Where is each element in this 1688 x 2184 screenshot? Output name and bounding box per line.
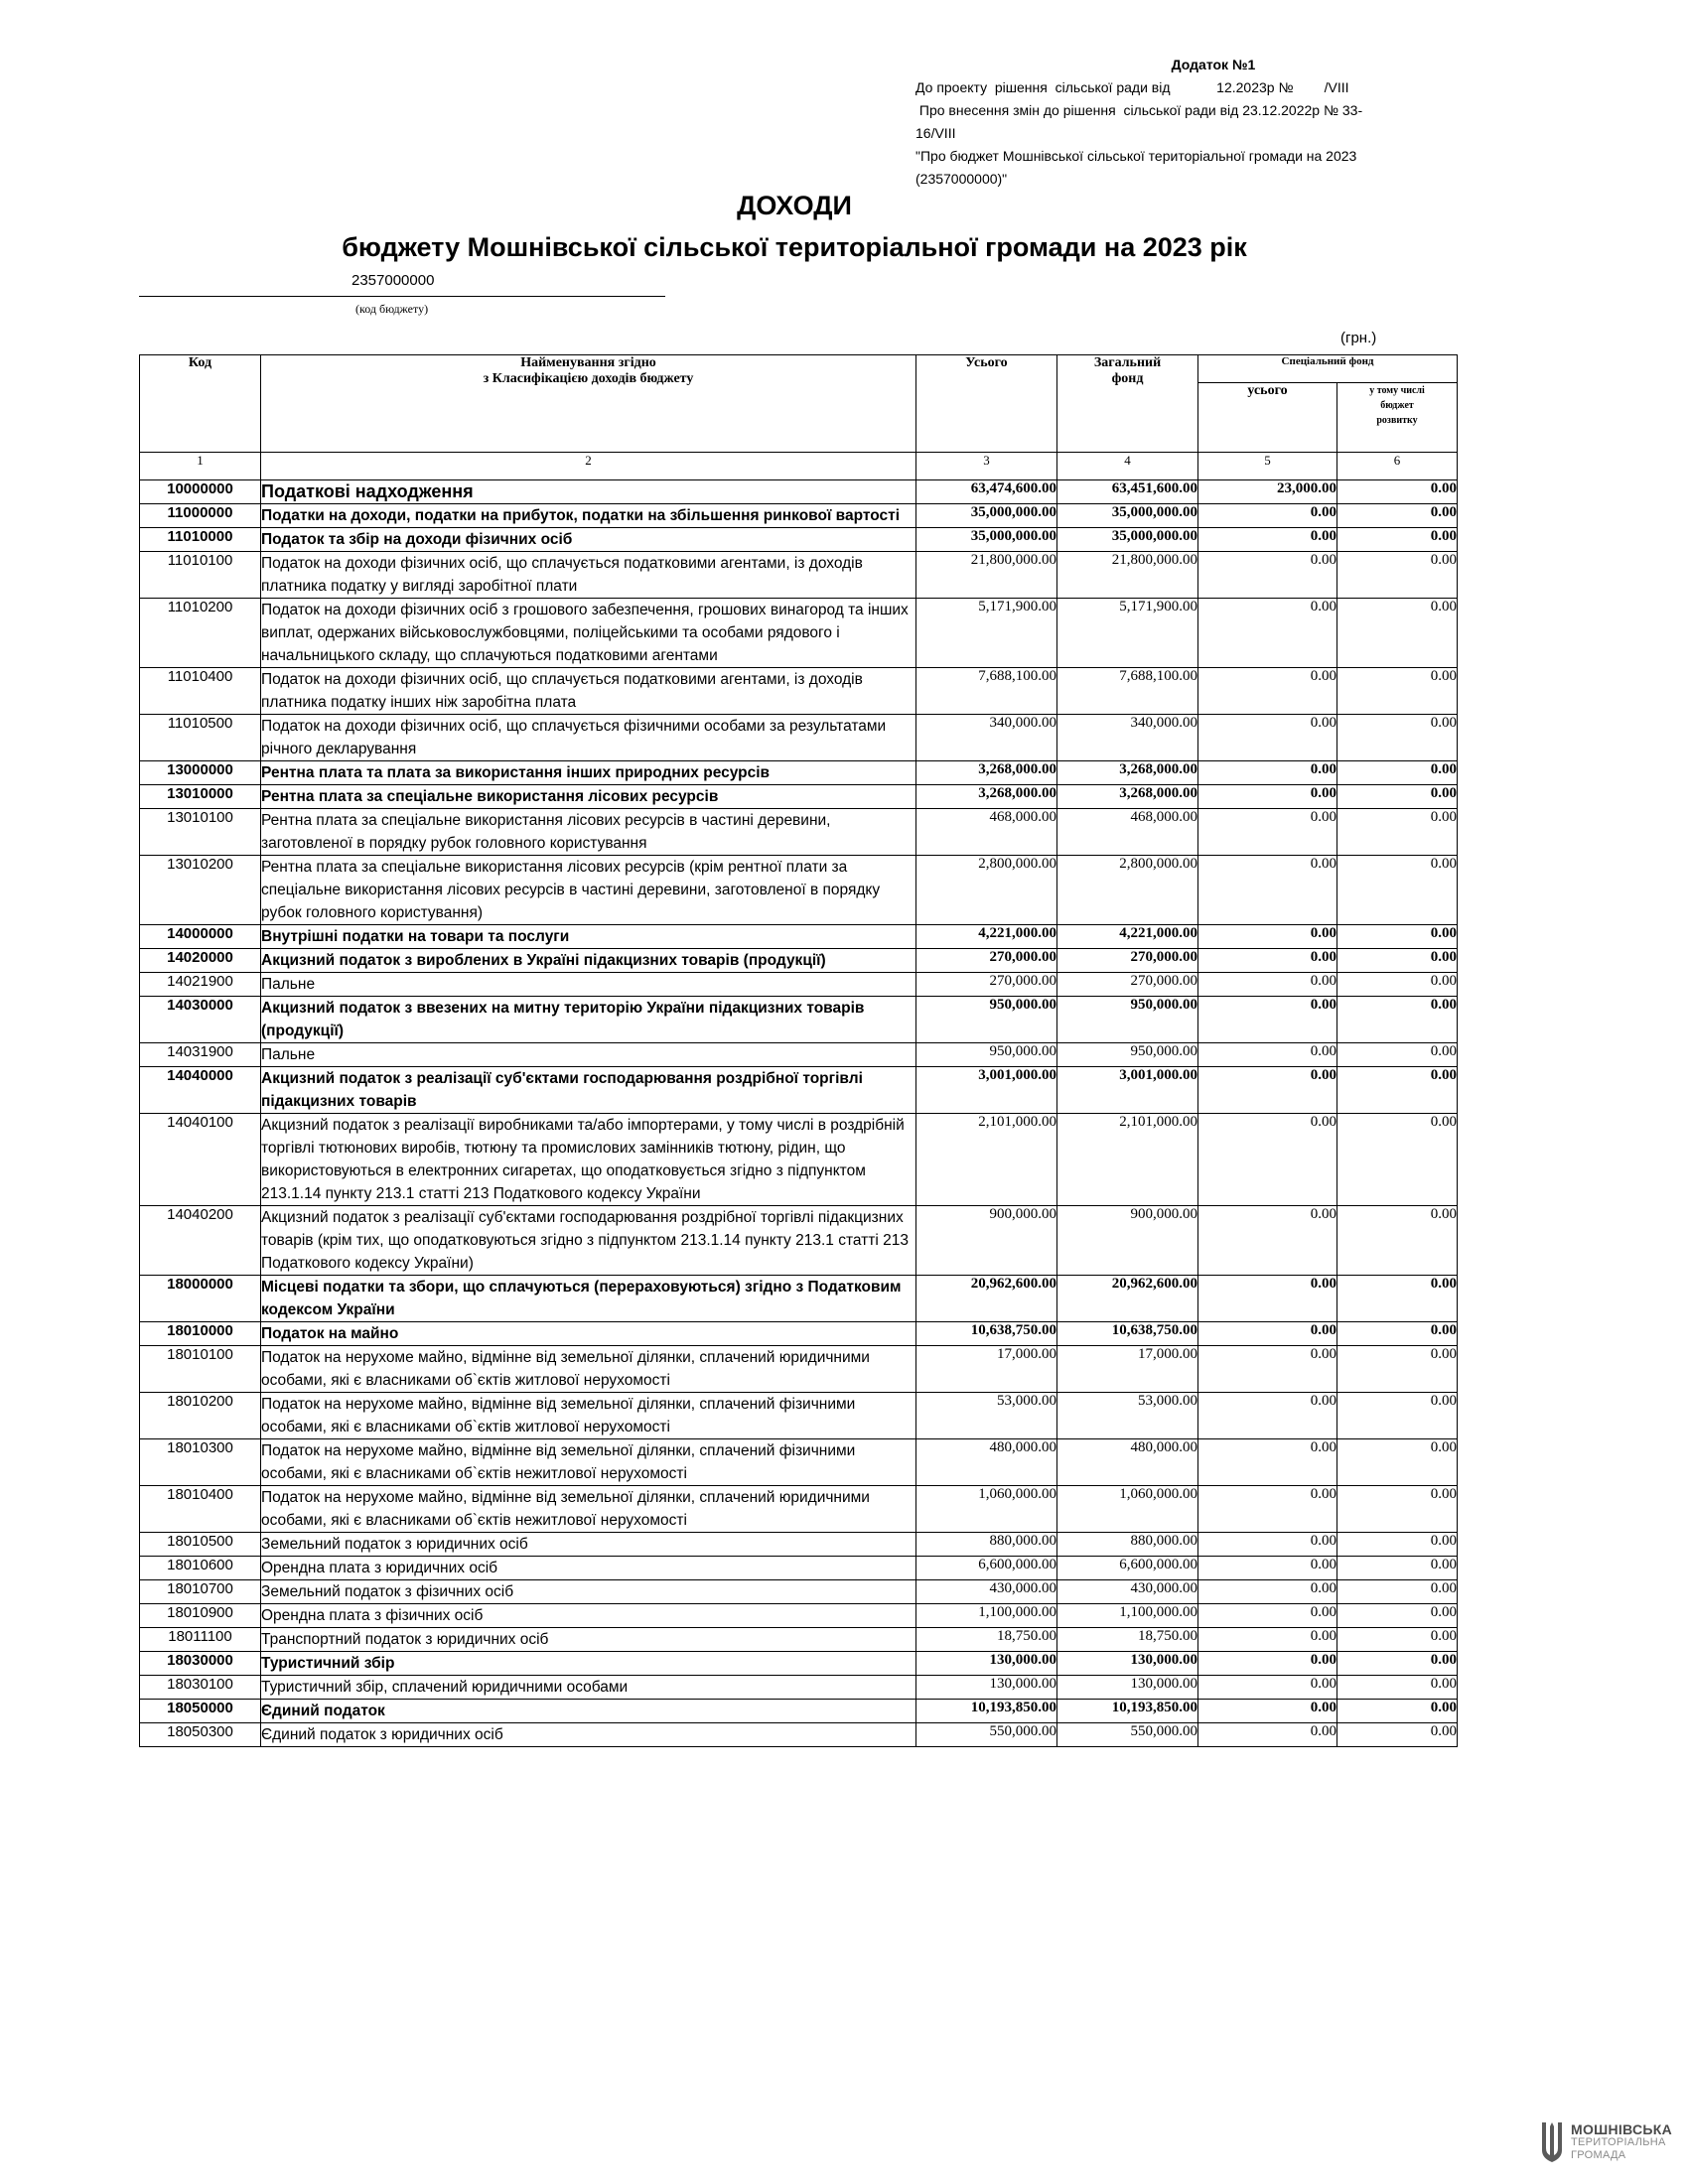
row-code: 18010000	[140, 1322, 261, 1346]
row-general-fund: 10,193,850.00	[1057, 1700, 1198, 1723]
row-special-fund: 0.00	[1198, 856, 1337, 925]
row-special-fund: 0.00	[1198, 1276, 1337, 1322]
budget-code-caption: (код бюджету)	[355, 302, 429, 316]
row-code: 11000000	[140, 504, 261, 528]
table-row	[140, 528, 1458, 552]
table-row	[140, 1652, 1458, 1676]
row-general-fund: 2,101,000.00	[1057, 1114, 1198, 1206]
row-total: 270,000.00	[916, 973, 1057, 997]
row-code: 14040200	[140, 1206, 261, 1276]
row-special-fund: 0.00	[1198, 1723, 1337, 1747]
table-row	[140, 1628, 1458, 1652]
row-total: 10,193,850.00	[916, 1700, 1057, 1723]
row-name: Орендна плата з фізичних осіб	[261, 1604, 916, 1628]
row-special-fund: 0.00	[1198, 1393, 1337, 1439]
table-row	[140, 997, 1458, 1043]
logo-text-sub: ТЕРИТОРІАЛЬНА	[1571, 2135, 1666, 2148]
row-total: 4,221,000.00	[916, 925, 1057, 949]
row-total: 18,750.00	[916, 1628, 1057, 1652]
row-code: 18010900	[140, 1604, 261, 1628]
table-row	[140, 1322, 1458, 1346]
row-general-fund: 53,000.00	[1057, 1393, 1198, 1439]
row-special-fund: 0.00	[1198, 761, 1337, 785]
row-name: Податок на майно	[261, 1322, 916, 1346]
row-development-budget: 0.00	[1337, 1206, 1458, 1276]
row-development-budget: 0.00	[1337, 949, 1458, 973]
row-development-budget: 0.00	[1337, 504, 1458, 528]
row-special-fund: 0.00	[1198, 1114, 1337, 1206]
row-development-budget: 0.00	[1337, 668, 1458, 715]
row-general-fund: 130,000.00	[1057, 1676, 1198, 1700]
row-development-budget: 0.00	[1337, 1604, 1458, 1628]
row-name: Туристичний збір, сплачений юридичними особами	[261, 1676, 916, 1700]
row-total: 5,171,900.00	[916, 599, 1057, 668]
row-development-budget: 0.00	[1337, 599, 1458, 668]
row-development-budget: 0.00	[1337, 1114, 1458, 1206]
row-total: 550,000.00	[916, 1723, 1057, 1747]
row-special-fund: 0.00	[1198, 1533, 1337, 1557]
row-code: 11010000	[140, 528, 261, 552]
row-total: 21,800,000.00	[916, 552, 1057, 599]
row-code: 11010200	[140, 599, 261, 668]
table-row	[140, 504, 1458, 528]
row-special-fund: 23,000.00	[1198, 480, 1337, 504]
row-code: 18010400	[140, 1486, 261, 1533]
row-general-fund: 900,000.00	[1057, 1206, 1198, 1276]
row-total: 880,000.00	[916, 1533, 1057, 1557]
row-general-fund: 430,000.00	[1057, 1580, 1198, 1604]
row-code: 18010300	[140, 1439, 261, 1486]
row-code: 10000000	[140, 480, 261, 504]
row-name: Рентна плата та плата за використання інших природних ресурсів	[261, 761, 916, 785]
row-name: Земельний податок з юридичних осіб	[261, 1533, 916, 1557]
annex-line: (2357000000)"	[915, 171, 1008, 187]
row-name: Рентна плата за спеціальне використання лісових ресурсів	[261, 785, 916, 809]
row-total: 7,688,100.00	[916, 668, 1057, 715]
header-name-line2: з Класифікацією доходів бюджету	[483, 371, 694, 386]
table-row	[140, 925, 1458, 949]
logo-text-main: МОШНІВСЬКА	[1571, 2120, 1673, 2137]
row-code: 13010000	[140, 785, 261, 809]
budget-code-underline	[139, 296, 665, 297]
table-row	[140, 809, 1458, 856]
row-general-fund: 880,000.00	[1057, 1533, 1198, 1557]
header-dev-line2: бюджет	[1380, 400, 1414, 411]
table-row	[140, 599, 1458, 668]
row-general-fund: 3,001,000.00	[1057, 1067, 1198, 1114]
table-row	[140, 949, 1458, 973]
row-special-fund: 0.00	[1198, 1676, 1337, 1700]
row-general-fund: 63,451,600.00	[1057, 480, 1198, 504]
currency-label: (грн.)	[1340, 330, 1377, 346]
row-name: Акцизний податок з ввезених на митну територію України підакцизних товарів (продукції)	[261, 997, 916, 1043]
row-code: 18010100	[140, 1346, 261, 1393]
row-name: Місцеві податки та збори, що сплачуються (перераховуються) згідно з Податковим кодексом України	[261, 1276, 916, 1322]
row-total: 63,474,600.00	[916, 480, 1057, 504]
row-total: 130,000.00	[916, 1652, 1057, 1676]
table-row	[140, 1393, 1458, 1439]
header-dev-line3: розвитку	[1376, 415, 1418, 426]
row-code: 14000000	[140, 925, 261, 949]
row-name: Рентна плата за спеціальне використання лісових ресурсів (крім рентної плати за спеціальне використання лісових ресурсів в частині деревини, заготовленої в порядку рубок головного користування)	[261, 856, 916, 925]
header-general-line1: Загальний	[1093, 355, 1162, 370]
row-special-fund: 0.00	[1198, 599, 1337, 668]
table-row	[140, 1580, 1458, 1604]
row-total: 20,962,600.00	[916, 1276, 1057, 1322]
row-development-budget: 0.00	[1337, 1439, 1458, 1486]
row-total: 1,060,000.00	[916, 1486, 1057, 1533]
row-total: 130,000.00	[916, 1676, 1057, 1700]
row-development-budget: 0.00	[1337, 1067, 1458, 1114]
row-name: Акцизний податок з реалізації суб'єктами господарювання роздрібної торгівлі підакцизних товарів (крім тих, що оподатковуються згідно з підпунктом 213.1.14 пункту 213.1 статті 213 Податкового кодексу України)	[261, 1206, 916, 1276]
row-total: 950,000.00	[916, 997, 1057, 1043]
row-development-budget: 0.00	[1337, 1676, 1458, 1700]
header-dev-line1: у тому числі	[1369, 385, 1425, 396]
table-row	[140, 552, 1458, 599]
header-general-fund	[1057, 355, 1198, 453]
row-name: Акцизний податок з реалізації суб'єктами господарювання роздрібної торгівлі підакцизних товарів	[261, 1067, 916, 1114]
row-total: 17,000.00	[916, 1346, 1057, 1393]
row-development-budget: 0.00	[1337, 528, 1458, 552]
row-code: 14031900	[140, 1043, 261, 1067]
row-name: Податок на нерухоме майно, відмінне від земельної ділянки, сплачений юридичними особами, які є власниками об`єктів житлової нерухомості	[261, 1346, 916, 1393]
row-general-fund: 17,000.00	[1057, 1346, 1198, 1393]
row-code: 14021900	[140, 973, 261, 997]
row-total: 3,268,000.00	[916, 761, 1057, 785]
row-special-fund: 0.00	[1198, 552, 1337, 599]
row-special-fund: 0.00	[1198, 1604, 1337, 1628]
table-row	[140, 1700, 1458, 1723]
header-general-line2: фонд	[1111, 371, 1144, 386]
row-development-budget: 0.00	[1337, 1533, 1458, 1557]
row-total: 480,000.00	[916, 1439, 1057, 1486]
row-general-fund: 20,962,600.00	[1057, 1276, 1198, 1322]
row-code: 18030100	[140, 1676, 261, 1700]
row-general-fund: 3,268,000.00	[1057, 785, 1198, 809]
row-special-fund: 0.00	[1198, 1067, 1337, 1114]
row-total: 340,000.00	[916, 715, 1057, 761]
row-name: Орендна плата з юридичних осіб	[261, 1557, 916, 1580]
row-special-fund: 0.00	[1198, 925, 1337, 949]
row-general-fund: 4,221,000.00	[1057, 925, 1198, 949]
row-development-budget: 0.00	[1337, 1580, 1458, 1604]
row-name: Податок та збір на доходи фізичних осіб	[261, 528, 916, 552]
annex-line: "Про бюджет Мошнівської сільської територіальної громади на 2023	[915, 148, 1357, 164]
row-special-fund: 0.00	[1198, 1322, 1337, 1346]
row-total: 468,000.00	[916, 809, 1057, 856]
row-name: Пальне	[261, 973, 916, 997]
row-special-fund: 0.00	[1198, 504, 1337, 528]
row-name: Пальне	[261, 1043, 916, 1067]
row-special-fund: 0.00	[1198, 809, 1337, 856]
row-code: 11010400	[140, 668, 261, 715]
row-development-budget: 0.00	[1337, 1276, 1458, 1322]
community-logo	[1539, 2120, 1672, 2164]
table-row	[140, 1676, 1458, 1700]
row-name: Транспортний податок з юридичних осіб	[261, 1628, 916, 1652]
row-special-fund: 0.00	[1198, 1206, 1337, 1276]
row-development-budget: 0.00	[1337, 856, 1458, 925]
row-code: 18010700	[140, 1580, 261, 1604]
row-general-fund: 5,171,900.00	[1057, 599, 1198, 668]
column-number: 1	[140, 453, 261, 480]
row-general-fund: 3,268,000.00	[1057, 761, 1198, 785]
row-special-fund: 0.00	[1198, 1652, 1337, 1676]
row-name: Внутрішні податки на товари та послуги	[261, 925, 916, 949]
row-general-fund: 130,000.00	[1057, 1652, 1198, 1676]
row-total: 10,638,750.00	[916, 1322, 1057, 1346]
table-row	[140, 761, 1458, 785]
annex-title: Додаток №1	[1171, 57, 1256, 72]
row-name: Акцизний податок з реалізації виробниками та/або імпортерами, у тому числі в роздрібній торгівлі тютюнових виробів, тютюну та промислових замінників тютюну, рідин, що використовуються в електронних сигаретах, що оподатковується згідно з підпунктом 213.1.14 пункту 213.1 статті 213 Податкового кодексу України	[261, 1114, 916, 1206]
row-general-fund: 950,000.00	[1057, 1043, 1198, 1067]
header-code: Код	[140, 355, 261, 453]
row-general-fund: 2,800,000.00	[1057, 856, 1198, 925]
column-number: 3	[916, 453, 1057, 480]
row-total: 2,800,000.00	[916, 856, 1057, 925]
column-number: 6	[1337, 453, 1458, 480]
row-development-budget: 0.00	[1337, 1723, 1458, 1747]
column-number: 5	[1198, 453, 1337, 480]
header-total: Усього	[916, 355, 1057, 453]
table-row	[140, 1723, 1458, 1747]
table-row	[140, 973, 1458, 997]
table-row	[140, 1486, 1458, 1533]
row-code: 13000000	[140, 761, 261, 785]
row-code: 14020000	[140, 949, 261, 973]
row-total: 3,268,000.00	[916, 785, 1057, 809]
row-name: Податок на нерухоме майно, відмінне від земельної ділянки, сплачений фізичними особами, які є власниками об`єктів житлової нерухомості	[261, 1393, 916, 1439]
table-row	[140, 1114, 1458, 1206]
row-total: 430,000.00	[916, 1580, 1057, 1604]
row-general-fund: 270,000.00	[1057, 949, 1198, 973]
row-code: 18010500	[140, 1533, 261, 1557]
table-row	[140, 1067, 1458, 1114]
row-general-fund: 270,000.00	[1057, 973, 1198, 997]
header-special-total: усього	[1198, 383, 1337, 453]
column-number: 4	[1057, 453, 1198, 480]
row-development-budget: 0.00	[1337, 1557, 1458, 1580]
document-title: ДОХОДИ	[737, 191, 852, 220]
row-code: 11010500	[140, 715, 261, 761]
row-special-fund: 0.00	[1198, 1580, 1337, 1604]
row-name: Єдиний податок з юридичних осіб	[261, 1723, 916, 1747]
row-code: 14040100	[140, 1114, 261, 1206]
row-code: 18010600	[140, 1557, 261, 1580]
table-row	[140, 1346, 1458, 1393]
table-row	[140, 1206, 1458, 1276]
row-general-fund: 1,060,000.00	[1057, 1486, 1198, 1533]
row-special-fund: 0.00	[1198, 528, 1337, 552]
row-general-fund: 1,100,000.00	[1057, 1604, 1198, 1628]
row-development-budget: 0.00	[1337, 761, 1458, 785]
row-special-fund: 0.00	[1198, 949, 1337, 973]
row-total: 900,000.00	[916, 1206, 1057, 1276]
table-row	[140, 1439, 1458, 1486]
row-name: Туристичний збір	[261, 1652, 916, 1676]
row-total: 6,600,000.00	[916, 1557, 1057, 1580]
row-general-fund: 950,000.00	[1057, 997, 1198, 1043]
row-development-budget: 0.00	[1337, 785, 1458, 809]
row-development-budget: 0.00	[1337, 973, 1458, 997]
row-special-fund: 0.00	[1198, 785, 1337, 809]
row-development-budget: 0.00	[1337, 1700, 1458, 1723]
table-row	[140, 1604, 1458, 1628]
row-name: Податок на нерухоме майно, відмінне від земельної ділянки, сплачений юридичними особами, які є власниками об`єктів нежитлової нерухомості	[261, 1486, 916, 1533]
annex-block	[915, 54, 1452, 191]
table-row	[140, 856, 1458, 925]
row-special-fund: 0.00	[1198, 1043, 1337, 1067]
table-row	[140, 1533, 1458, 1557]
row-name: Податок на доходи фізичних осіб з грошового забезпечення, грошових винагород та інших виплат, одержаних військовослужбовцями, поліцейськими та особами рядового і начальницького складу, що сплачуються податковими агентами	[261, 599, 916, 668]
annex-line: Про внесення змін до рішення сільської ради від 23.12.2022р № 33-	[915, 102, 1363, 118]
row-code: 11010100	[140, 552, 261, 599]
row-special-fund: 0.00	[1198, 1346, 1337, 1393]
row-development-budget: 0.00	[1337, 809, 1458, 856]
row-name: Земельний податок з фізичних осіб	[261, 1580, 916, 1604]
budget-code: 2357000000	[352, 272, 435, 289]
row-name: Єдиний податок	[261, 1700, 916, 1723]
logo-text-sub: ГРОМАДА	[1571, 2148, 1626, 2161]
row-code: 18010200	[140, 1393, 261, 1439]
table-row	[140, 715, 1458, 761]
row-special-fund: 0.00	[1198, 1557, 1337, 1580]
row-development-budget: 0.00	[1337, 1628, 1458, 1652]
row-total: 1,100,000.00	[916, 1604, 1057, 1628]
row-special-fund: 0.00	[1198, 1628, 1337, 1652]
row-development-budget: 0.00	[1337, 997, 1458, 1043]
table-row	[140, 1043, 1458, 1067]
row-code: 18011100	[140, 1628, 261, 1652]
row-development-budget: 0.00	[1337, 1393, 1458, 1439]
annex-line: 16/VIII	[915, 125, 956, 141]
row-name: Податкові надходження	[261, 480, 916, 504]
row-general-fund: 480,000.00	[1057, 1439, 1198, 1486]
table-row	[140, 668, 1458, 715]
row-general-fund: 35,000,000.00	[1057, 504, 1198, 528]
row-code: 18050000	[140, 1700, 261, 1723]
trident-icon	[1539, 2120, 1565, 2164]
row-total: 270,000.00	[916, 949, 1057, 973]
row-development-budget: 0.00	[1337, 480, 1458, 504]
row-total: 53,000.00	[916, 1393, 1057, 1439]
row-general-fund: 550,000.00	[1057, 1723, 1198, 1747]
row-special-fund: 0.00	[1198, 715, 1337, 761]
row-code: 14040000	[140, 1067, 261, 1114]
revenue-table	[139, 354, 1458, 1747]
row-name: Податки на доходи, податки на прибуток, податки на збільшення ринкової вартості	[261, 504, 916, 528]
row-development-budget: 0.00	[1337, 552, 1458, 599]
row-name: Акцизний податок з вироблених в Україні підакцизних товарів (продукції)	[261, 949, 916, 973]
row-total: 35,000,000.00	[916, 504, 1057, 528]
document-subtitle: бюджету Мошнівської сільської територіальної громади на 2023 рік	[342, 232, 1247, 262]
row-general-fund: 18,750.00	[1057, 1628, 1198, 1652]
row-code: 13010100	[140, 809, 261, 856]
row-code: 18050300	[140, 1723, 261, 1747]
row-development-budget: 0.00	[1337, 1043, 1458, 1067]
row-code: 14030000	[140, 997, 261, 1043]
row-development-budget: 0.00	[1337, 1486, 1458, 1533]
row-name: Податок на доходи фізичних осіб, що сплачується податковими агентами, із доходів платника податку інших ніж заробітна плата	[261, 668, 916, 715]
row-code: 18030000	[140, 1652, 261, 1676]
header-development-budget	[1337, 383, 1458, 453]
row-name: Податок на нерухоме майно, відмінне від земельної ділянки, сплачений фізичними особами, які є власниками об`єктів нежитлової нерухомості	[261, 1439, 916, 1486]
header-name	[261, 355, 916, 453]
row-name: Податок на доходи фізичних осіб, що сплачується податковими агентами, із доходів платника податку у вигляді заробітної плати	[261, 552, 916, 599]
row-name: Рентна плата за спеціальне використання лісових ресурсів в частині деревини, заготовленої в порядку рубок головного користування	[261, 809, 916, 856]
row-general-fund: 10,638,750.00	[1057, 1322, 1198, 1346]
row-general-fund: 7,688,100.00	[1057, 668, 1198, 715]
row-development-budget: 0.00	[1337, 1652, 1458, 1676]
row-general-fund: 340,000.00	[1057, 715, 1198, 761]
row-general-fund: 6,600,000.00	[1057, 1557, 1198, 1580]
row-total: 2,101,000.00	[916, 1114, 1057, 1206]
row-total: 35,000,000.00	[916, 528, 1057, 552]
table-row	[140, 1276, 1458, 1322]
row-development-budget: 0.00	[1337, 1346, 1458, 1393]
row-development-budget: 0.00	[1337, 1322, 1458, 1346]
table-row	[140, 785, 1458, 809]
row-total: 3,001,000.00	[916, 1067, 1057, 1114]
annex-line: До проекту рішення сільської ради від 12.2023р № /VIII	[915, 79, 1349, 95]
table-row	[140, 1557, 1458, 1580]
row-special-fund: 0.00	[1198, 668, 1337, 715]
row-development-budget: 0.00	[1337, 925, 1458, 949]
header-special-fund: Спеціальний фонд	[1198, 355, 1458, 383]
table-row	[140, 480, 1458, 504]
row-special-fund: 0.00	[1198, 997, 1337, 1043]
row-name: Податок на доходи фізичних осіб, що сплачується фізичними особами за результатами річного декларування	[261, 715, 916, 761]
row-code: 13010200	[140, 856, 261, 925]
row-total: 950,000.00	[916, 1043, 1057, 1067]
row-code: 18000000	[140, 1276, 261, 1322]
row-special-fund: 0.00	[1198, 1486, 1337, 1533]
header-name-line1: Найменування згідно	[520, 355, 656, 370]
column-number: 2	[261, 453, 916, 480]
row-special-fund: 0.00	[1198, 1439, 1337, 1486]
row-development-budget: 0.00	[1337, 715, 1458, 761]
row-special-fund: 0.00	[1198, 1700, 1337, 1723]
row-special-fund: 0.00	[1198, 973, 1337, 997]
row-general-fund: 35,000,000.00	[1057, 528, 1198, 552]
row-general-fund: 21,800,000.00	[1057, 552, 1198, 599]
row-general-fund: 468,000.00	[1057, 809, 1198, 856]
